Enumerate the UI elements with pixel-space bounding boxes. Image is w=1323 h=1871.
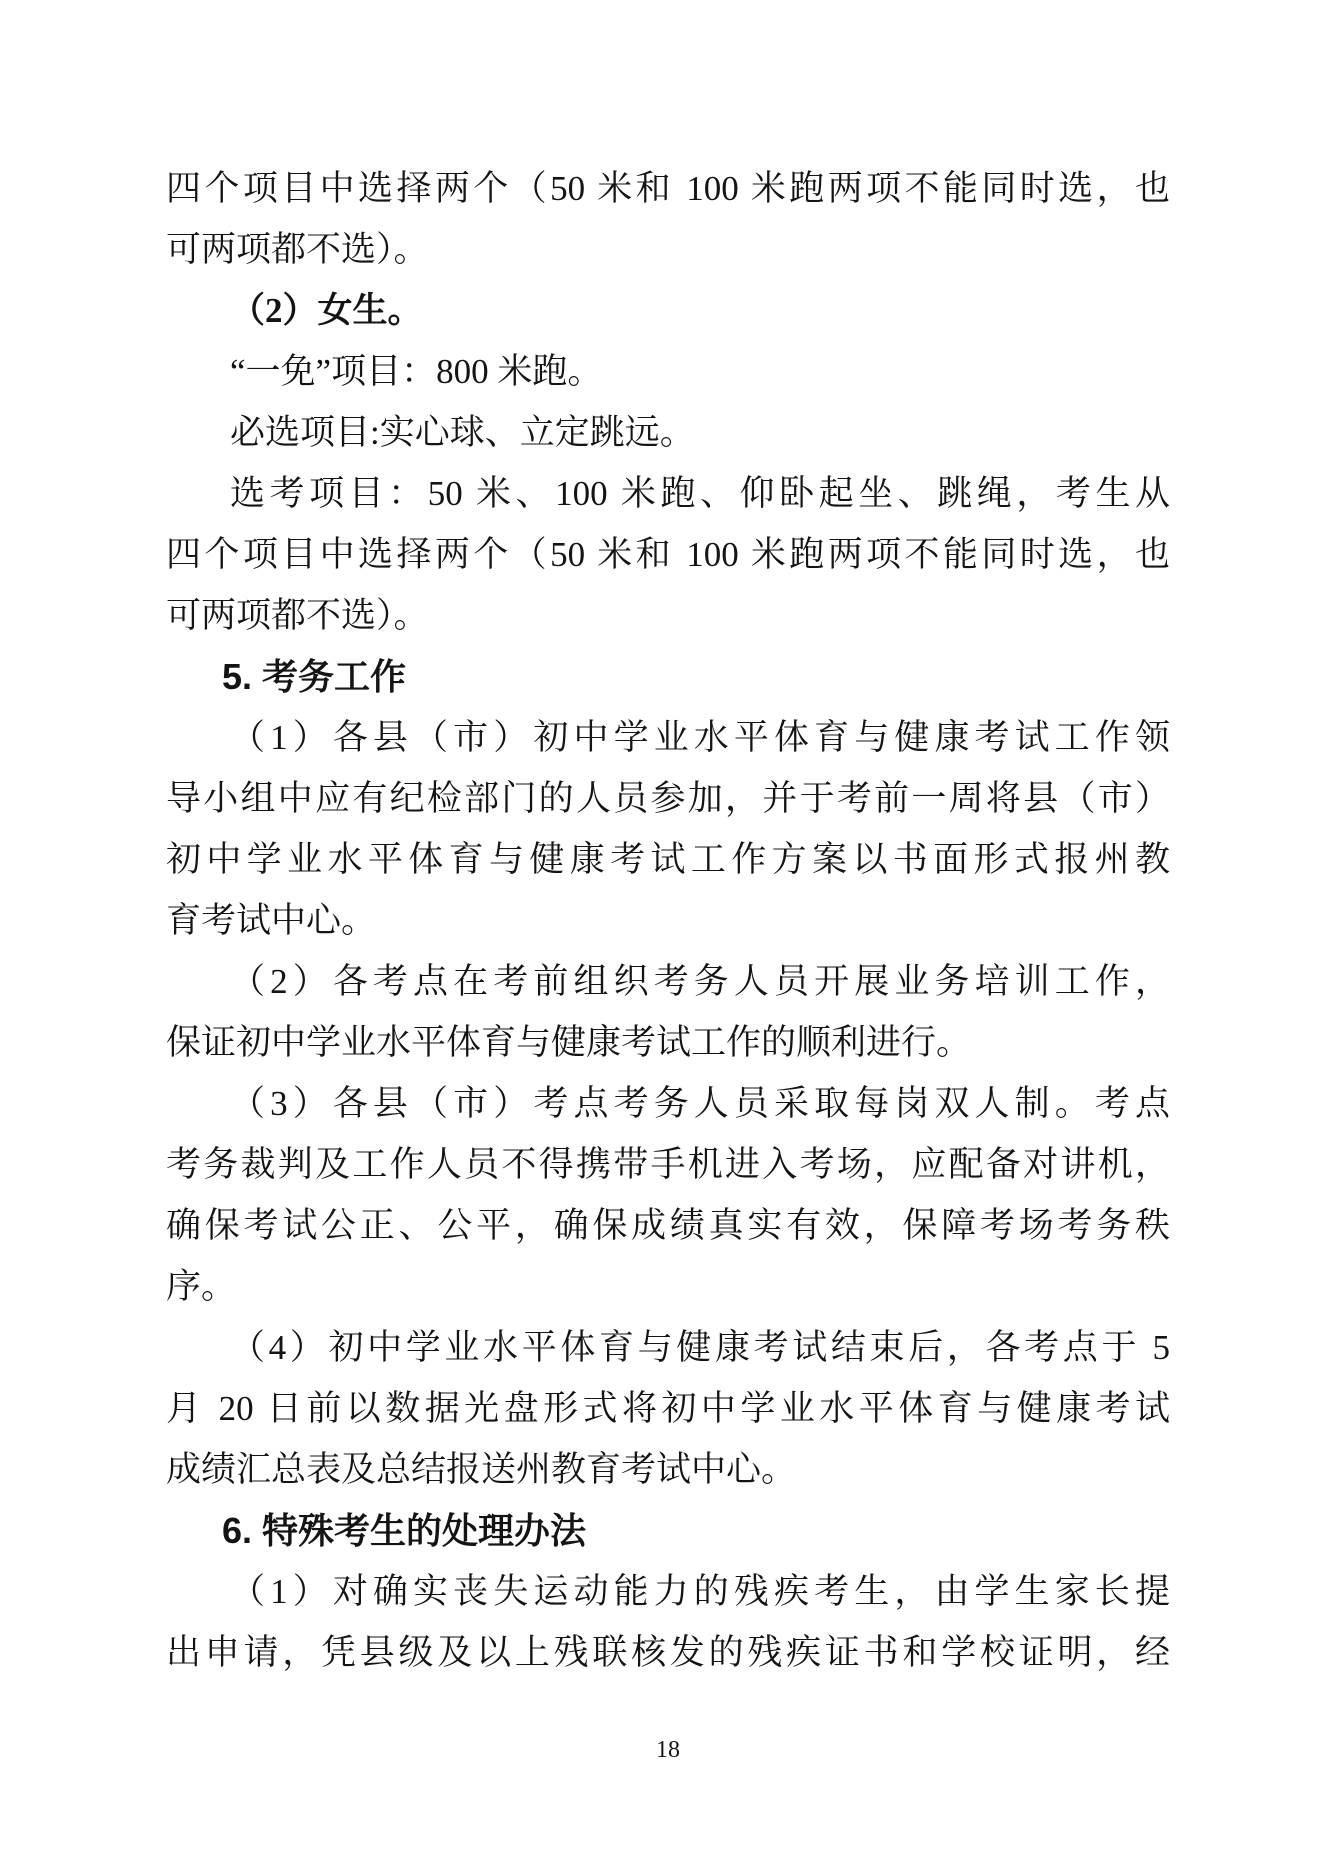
body-line: 出申请，凭县级及以上残联核发的残疾证书和学校证明，经	[166, 1633, 1170, 1672]
body-line: 导小组中应有纪检部门的人员参加，并于考前一周将县（市）	[166, 779, 1170, 818]
page-number: 18	[656, 1737, 680, 1763]
body-line: “一免”项目：800 米跑。	[230, 352, 603, 391]
body-line: （4）初中学业水平体育与健康考试结束后，各考点于 5	[230, 1328, 1170, 1367]
body-line: 选考项目：50 米、100 米跑、仰卧起坐、跳绳，考生从	[230, 474, 1170, 513]
subheading-girls: （2）女生。	[230, 291, 423, 330]
body-line: 确保考试公正、公平，确保成绩真实有效，保障考场考务秩	[166, 1206, 1170, 1245]
section-heading-5: 5. 考务工作	[222, 656, 407, 697]
body-line: 月 20 日前以数据光盘形式将初中学业水平体育与健康考试	[166, 1389, 1170, 1428]
body-line: 初中学业水平体育与健康考试工作方案以书面形式报州教	[166, 840, 1170, 879]
body-line: 四个项目中选择两个（50 米和 100 米跑两项不能同时选，也	[166, 535, 1170, 574]
body-line: （1）各县（市）初中学业水平体育与健康考试工作领	[230, 718, 1170, 757]
body-line: 保证初中学业水平体育与健康考试工作的顺利进行。	[166, 1023, 972, 1062]
body-line: 育考试中心。	[166, 901, 377, 940]
body-line: （2）各考点在考前组织考务人员开展业务培训工作，	[230, 962, 1170, 1001]
body-line: （3）各县（市）考点考务人员采取每岗双人制。考点	[230, 1084, 1170, 1123]
body-line: 序。	[166, 1267, 237, 1306]
body-line: 必选项目:实心球、立定跳远。	[230, 413, 695, 452]
document-body	[166, 158, 1170, 1683]
body-line: 可两项都不选）。	[166, 596, 429, 635]
body-line: 四个项目中选择两个（50 米和 100 米跑两项不能同时选，也	[166, 169, 1170, 208]
section-heading-6: 6. 特殊考生的处理办法	[222, 1510, 587, 1551]
body-line: 考务裁判及工作人员不得携带手机进入考场，应配备对讲机，	[166, 1145, 1170, 1184]
body-line: 成绩汇总表及总结报送州教育考试中心。	[166, 1450, 797, 1489]
body-line: 可两项都不选）。	[166, 230, 429, 269]
body-line: （1）对确实丧失运动能力的残疾考生，由学生家长提	[230, 1572, 1170, 1611]
